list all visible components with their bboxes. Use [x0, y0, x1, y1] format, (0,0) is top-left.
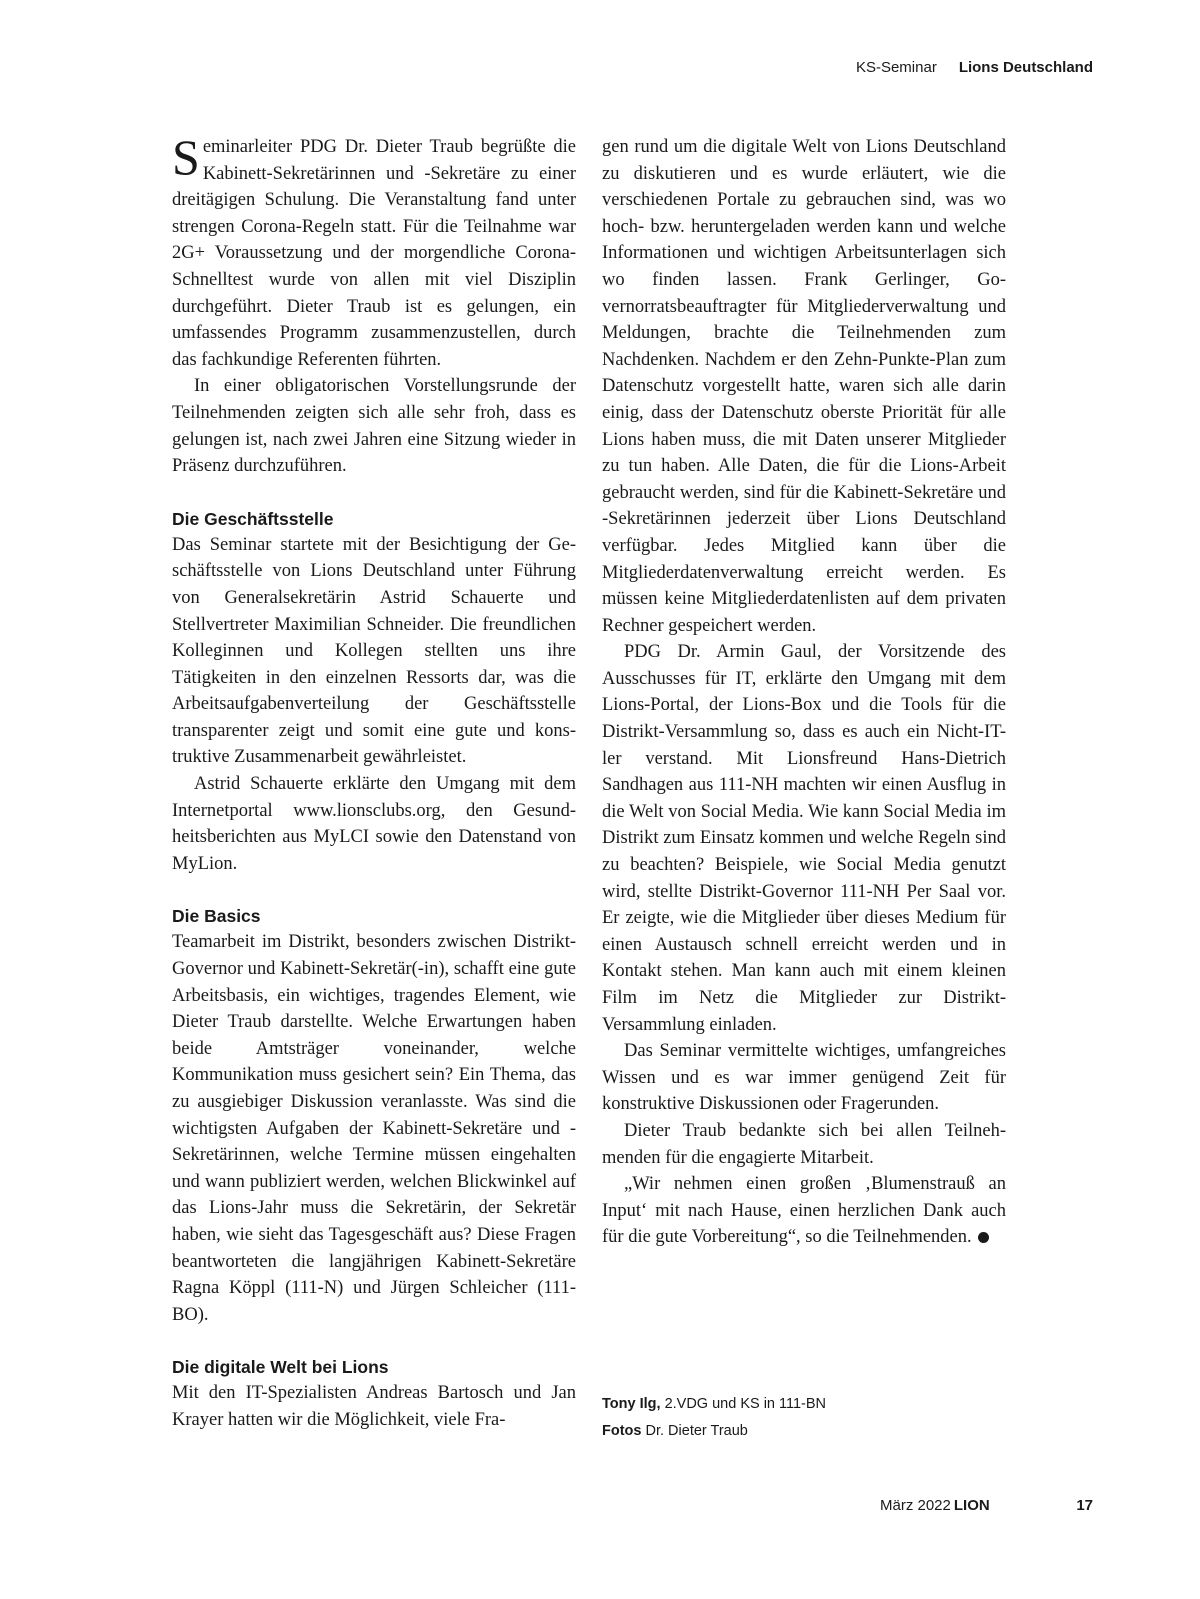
- author-role: 2.VDG und KS in 111-BN: [664, 1396, 827, 1412]
- author-line: [602, 1391, 826, 1418]
- heading-geschaeftsstelle: Die Geschäftsstelle: [172, 508, 334, 529]
- intro-paragraph-2: In einer obligatorischen Vorstellungsrunde der Teilnehmenden zeigten sich alle sehr froh, dass es gelungen ist, nach zwei Jahren eine Sitzung wieder in Präsenz durchzuführen.: [172, 376, 576, 477]
- digitale-welt-paragraph: Mit den IT-Spezialisten Andreas Bartosch und Jan Krayer hatten wir die Möglichkeit, viele Fra-: [172, 1383, 576, 1430]
- magazine-name: LION: [953, 1497, 990, 1514]
- heading-basics: Die Basics: [172, 906, 261, 927]
- article-credits: [602, 1391, 826, 1445]
- basics-paragraph: Teamarbeit im Distrikt, besonders zwischen Distrikt-Governor und Kabinett-Sekretär(-in), schafft eine gute Arbeitsbasis, ein wichtiges, tragendes Element, wie Dieter Traub darstellte. Welche Erwartungen haben beide Amtsträger voneinander, welche Kommunikation muss gesichert sein? Ein Thema, das zu ausgiebiger Diskussion veranlasste. Was sind die wichtigsten Aufgaben der Kabinett-Sekretäre und -Sekretärinnen, welche Termine müssen eingehalten und wann publiziert werden, welchen Blickwinkel auf das Lions-Jahr muss die Sekretärin, der Sekretär haben, wie sieht das Tagesgeschäft aus? Diese Fragen beantworteten die langjährigen Kabinett-Sekretäre Ragna Köppl (111-N) und Jürgen Schleicher (111-BO).: [172, 932, 576, 1325]
- photo-credit-line: [602, 1418, 826, 1445]
- page-footer: [880, 1497, 1093, 1514]
- right-paragraph-3: Das Seminar vermittelte wichtiges, umfangreiches Wissen und es war immer genügend Zeit für konstruktive Diskussionen oder Fragerunden.: [602, 1041, 1006, 1115]
- drop-cap: S: [172, 129, 200, 185]
- photos-label: Fotos: [602, 1423, 642, 1439]
- closing-quote-text: „Wir nehmen einen großen ‚Blumenstrauß an Input‘ mit nach Hause, einen herzlichen Dank auch für die gute Vorbereitung“, so die Teilnehmenden.: [602, 1174, 1006, 1248]
- publication-label: Lions Deutschland: [958, 59, 1093, 76]
- running-header: [856, 59, 1093, 76]
- section-label: KS-Seminar: [855, 59, 937, 76]
- geschaeftsstelle-paragraph-2: Astrid Schauerte erklärte den Umgang mit dem Internetportal www.lionsclubs.org, den Gesundheitsberichten aus MyLCI sowie den Datenstand von MyLion.: [172, 774, 576, 874]
- right-column: [602, 134, 1006, 1251]
- issue-date: März 2022: [880, 1497, 951, 1514]
- geschaeftsstelle-paragraph-1: Das Seminar startete mit der Besichtigung der Geschäftsstelle von Lions Deutschland unter Führung von Generalsekretärin Astrid Schauerte und Stellvertreter Maximilian Schneider. Die freundlichen Kolleginnen und Kollegen stellten uns ihre Tätigkeiten in den einzelnen Ressorts dar, was die Arbeitsaufgabenverteilung der Geschäftsstelle transparenter zeigt und somit eine gute und konstruktive Zusammenarbeit gewährleistet.: [172, 534, 576, 768]
- heading-digitale-welt: Die digitale Welt bei Lions: [172, 1357, 389, 1378]
- intro-paragraph: [172, 129, 576, 373]
- intro-text: eminarleiter PDG Dr. Dieter Traub begrüßte die Kabinett-Sekretärinnen und -Sekretäre zu einer dreitägigen Schulung. Die Veranstaltung fand unter strengen Corona-Regeln statt. Für die Teilnahme war 2G+ Voraussetzung und der morgendliche Corona-Schnelltest wurde von allen mit viel Disziplin durchgeführt. Dieter Traub ist es gelungen, ein umfassendes Programm zusammenzustellen, durch das fachkundige Referenten führten.: [172, 137, 576, 370]
- right-paragraph-1: gen rund um die digitale Welt von Lions Deutschland zu diskutieren und es wurde erläutert, wie die verschiedenen Portale zu gebrauchen sind, was wo hoch- bzw. heruntergeladen werden kann und welche Informationen und wichtigen Arbeitsunterlagen sich wo finden lassen. Frank Gerlinger, Governorratsbeauftragter für Mitgliederverwaltung und Meldungen, brachte die Teilnehmenden zum Nachdenken. Nachdem er den Zehn-Punkte-Plan zum Datenschutz vorgestellt hatte, waren sich alle darin einig, dass der Datenschutz oberste Priorität für alle Lions haben muss, die mit Daten unserer Mitglieder zu tun haben. Alle Daten, die für die Lions-Arbeit gebraucht werden, sind für die Kabinett-Sekretäre und -Sekretärinnen jederzeit über Lions Deutschland verfügbar. Jedes Mitglied kann über die Mitgliederdatenverwaltung erreicht werden. Es müssen keine Mitgliederdatenlisten auf dem privaten Rechner gespeichert werden.: [602, 137, 1006, 636]
- right-paragraph-4: Dieter Traub bedankte sich bei allen Teilnehmenden für die engagierte Mitarbeit.: [602, 1120, 1006, 1168]
- author-name: Tony Ilg,: [602, 1396, 661, 1412]
- photographer-name: Dr. Dieter Traub: [645, 1423, 748, 1439]
- end-mark-icon: [978, 1232, 989, 1243]
- left-column: [172, 129, 576, 1434]
- right-paragraph-2: PDG Dr. Armin Gaul, der Vorsitzende des Ausschusses für IT, erklärte den Umgang mit dem Lions-Portal, der Lions-Box und die Tools für die Distrikt-Versammlung so, dass es auch ein Nicht-IT-ler verstand. Mit Lionsfreund Hans-Dietrich Sandhagen aus 111-NH machten wir einen Ausflug in die Welt von Social Media. Wie kann Social Media im Distrikt zum Einsatz kommen und welche Regeln sind zu beachten? Beispiele, wie Social Media genutzt wird, stellte Distrikt-Governor 111-NH Per Saal vor. Er zeigte, wie die Mitglieder über dieses Medium für einen Austausch schnell erreicht werden und in Kontakt stehen. Man kann auch mit einem kleinen Film im Netz die Mitglieder zur Distrikt-Versammlung einladen.: [602, 642, 1006, 1035]
- right-paragraph-5: [602, 1171, 1006, 1251]
- page-number: 17: [1076, 1497, 1093, 1514]
